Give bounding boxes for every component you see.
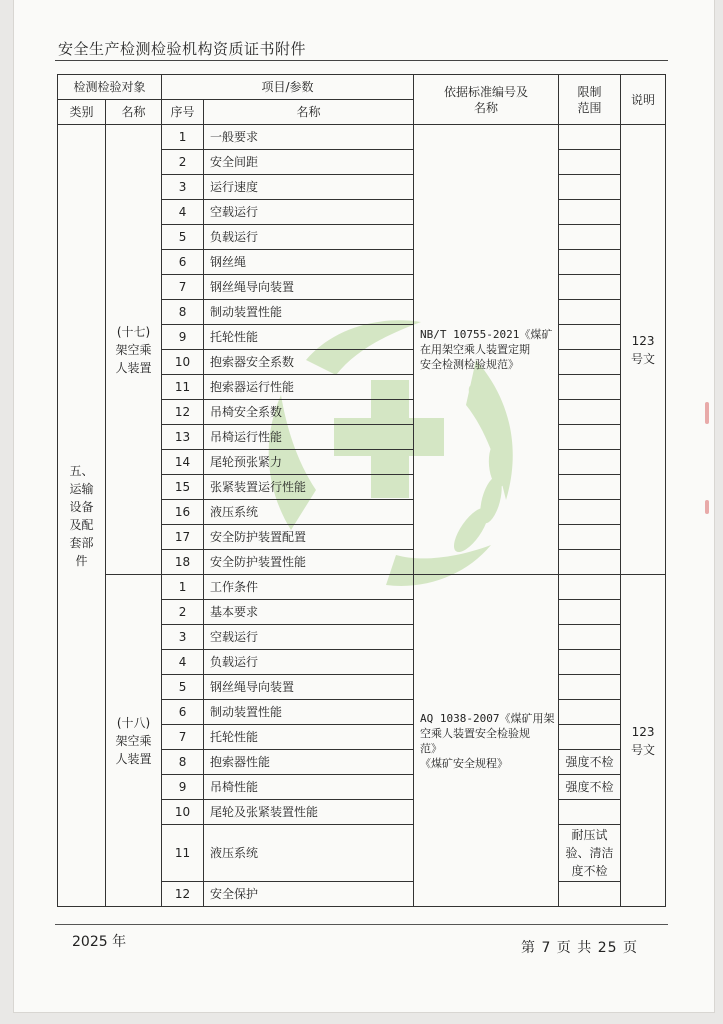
seq-cell: 1 (162, 575, 204, 600)
item-name-cell: 液压系统 (204, 825, 414, 882)
standard-cell: NB/T 10755-2021《煤矿 在用架空乘人装置定期 安全检测检验规范》 (414, 125, 559, 575)
seq-cell: 13 (162, 425, 204, 450)
limit-cell: 强度不检 (559, 750, 621, 775)
item-name-cell: 吊椅性能 (204, 775, 414, 800)
category-cell: 五、 运输 设备 及配 套部 件 (58, 125, 106, 907)
header-limit: 限制 范围 (559, 75, 621, 125)
edge-stamp-mark (705, 500, 709, 514)
seq-cell: 8 (162, 750, 204, 775)
seq-cell: 10 (162, 800, 204, 825)
seq-cell: 6 (162, 250, 204, 275)
seq-cell: 6 (162, 700, 204, 725)
seq-cell: 5 (162, 675, 204, 700)
limit-cell (559, 175, 621, 200)
standard-cell: AQ 1038-2007《煤矿用架 空乘人装置安全检验规 范》 《煤矿安全规程》 (414, 575, 559, 907)
edge-stamp-mark (705, 402, 709, 424)
item-name-cell: 钢丝绳导向装置 (204, 275, 414, 300)
limit-cell (559, 500, 621, 525)
seq-cell: 14 (162, 450, 204, 475)
qualification-table (57, 74, 666, 907)
limit-cell (559, 475, 621, 500)
limit-cell (559, 800, 621, 825)
item-name-cell: 运行速度 (204, 175, 414, 200)
item-name-cell: 负载运行 (204, 650, 414, 675)
limit-cell (559, 625, 621, 650)
item-name-cell: 吊椅安全系数 (204, 400, 414, 425)
item-name-cell: 尾轮预张紧力 (204, 450, 414, 475)
seq-cell: 15 (162, 475, 204, 500)
limit-cell (559, 725, 621, 750)
item-name-cell: 张紧装置运行性能 (204, 475, 414, 500)
limit-cell (559, 225, 621, 250)
group-name-cell: (十八) 架空乘 人装置 (106, 575, 162, 907)
item-name-cell: 安全保护 (204, 882, 414, 907)
limit-cell (559, 200, 621, 225)
header-item: 项目/参数 (162, 75, 414, 100)
seq-cell: 2 (162, 600, 204, 625)
item-name-cell: 空载运行 (204, 200, 414, 225)
item-name-cell: 负载运行 (204, 225, 414, 250)
header-standard: 依据标准编号及 名称 (414, 75, 559, 125)
seq-cell: 17 (162, 525, 204, 550)
note-cell: 123 号文 (621, 125, 666, 575)
header-object: 检测检验对象 (58, 75, 162, 100)
item-name-cell: 安全防护装置配置 (204, 525, 414, 550)
document-header: 安全生产检测检验机构资质证书附件 (58, 40, 307, 58)
item-name-cell: 制动装置性能 (204, 700, 414, 725)
header-item-name: 名称 (204, 100, 414, 125)
seq-cell: 1 (162, 125, 204, 150)
item-name-cell: 一般要求 (204, 125, 414, 150)
limit-cell (559, 600, 621, 625)
limit-cell (559, 300, 621, 325)
item-name-cell: 尾轮及张紧装置性能 (204, 800, 414, 825)
item-name-cell: 抱索器性能 (204, 750, 414, 775)
seq-cell: 18 (162, 550, 204, 575)
limit-cell (559, 275, 621, 300)
limit-cell (559, 400, 621, 425)
item-name-cell: 安全间距 (204, 150, 414, 175)
limit-cell (559, 125, 621, 150)
seq-cell: 11 (162, 825, 204, 882)
item-name-cell: 空载运行 (204, 625, 414, 650)
seq-cell: 7 (162, 725, 204, 750)
item-name-cell: 吊椅运行性能 (204, 425, 414, 450)
item-name-cell: 基本要求 (204, 600, 414, 625)
seq-cell: 2 (162, 150, 204, 175)
header-name: 名称 (106, 100, 162, 125)
seq-cell: 3 (162, 625, 204, 650)
footer-year: 2025 年 (72, 934, 127, 950)
footer-page-number: 第 7 页 共 25 页 (521, 940, 638, 956)
item-name-cell: 钢丝绳 (204, 250, 414, 275)
limit-cell (559, 450, 621, 475)
item-name-cell: 安全防护装置性能 (204, 550, 414, 575)
seq-cell: 12 (162, 882, 204, 907)
item-name-cell: 液压系统 (204, 500, 414, 525)
seq-cell: 10 (162, 350, 204, 375)
header-category: 类别 (58, 100, 106, 125)
limit-cell (559, 882, 621, 907)
limit-cell (559, 250, 621, 275)
item-name-cell: 制动装置性能 (204, 300, 414, 325)
limit-cell (559, 675, 621, 700)
footer-rule (55, 924, 668, 925)
seq-cell: 9 (162, 325, 204, 350)
limit-cell (559, 350, 621, 375)
item-name-cell: 托轮性能 (204, 725, 414, 750)
limit-cell: 耐压试 验、清洁 度不检 (559, 825, 621, 882)
header-rule (55, 60, 668, 61)
item-name-cell: 托轮性能 (204, 325, 414, 350)
limit-cell (559, 325, 621, 350)
seq-cell: 11 (162, 375, 204, 400)
limit-cell (559, 550, 621, 575)
seq-cell: 3 (162, 175, 204, 200)
group-name-cell: (十七) 架空乘 人装置 (106, 125, 162, 575)
item-name-cell: 钢丝绳导向装置 (204, 675, 414, 700)
header-note: 说明 (621, 75, 666, 125)
table-row (58, 575, 666, 600)
seq-cell: 8 (162, 300, 204, 325)
limit-cell (559, 575, 621, 600)
limit-cell (559, 375, 621, 400)
limit-cell (559, 700, 621, 725)
seq-cell: 12 (162, 400, 204, 425)
limit-cell (559, 150, 621, 175)
seq-cell: 4 (162, 650, 204, 675)
seq-cell: 16 (162, 500, 204, 525)
seq-cell: 7 (162, 275, 204, 300)
item-name-cell: 工作条件 (204, 575, 414, 600)
limit-cell (559, 525, 621, 550)
seq-cell: 9 (162, 775, 204, 800)
limit-cell: 强度不检 (559, 775, 621, 800)
item-name-cell: 抱索器安全系数 (204, 350, 414, 375)
note-cell: 123 号文 (621, 575, 666, 907)
seq-cell: 5 (162, 225, 204, 250)
item-name-cell: 抱索器运行性能 (204, 375, 414, 400)
table-row (58, 125, 666, 150)
limit-cell (559, 650, 621, 675)
limit-cell (559, 425, 621, 450)
header-seq: 序号 (162, 100, 204, 125)
seq-cell: 4 (162, 200, 204, 225)
table-header-row (58, 75, 666, 100)
